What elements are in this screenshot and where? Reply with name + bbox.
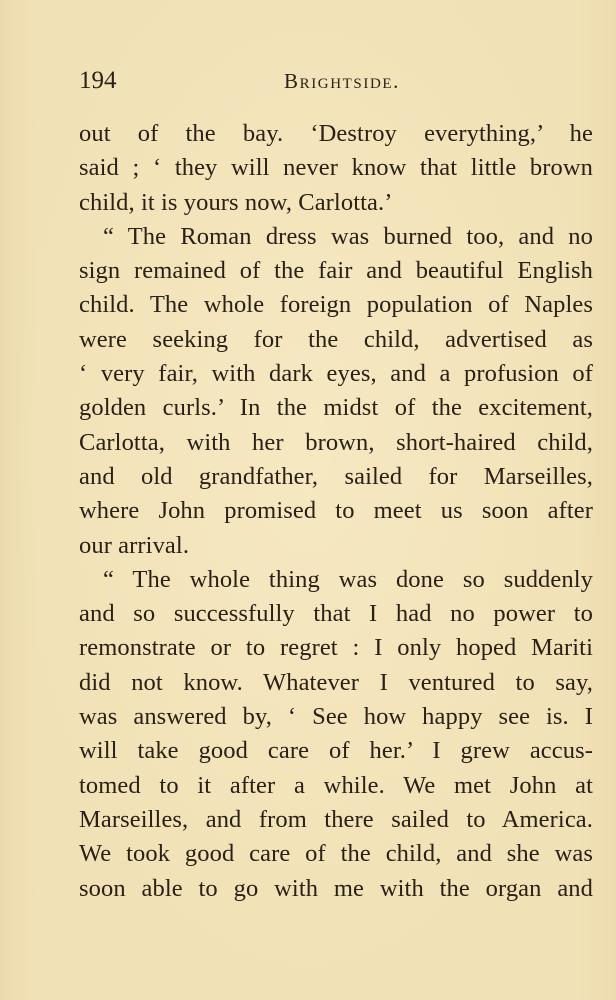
text-line: will take good care of her.’ I grew accus- — [79, 737, 593, 765]
text-line: We took good care of the child, and she was — [79, 840, 593, 868]
text-line: and so successfully that I had no power to — [79, 600, 593, 628]
text-line: soon able to go with me with the organ and — [79, 874, 593, 902]
text-line: were seeking for the child, advertised as — [79, 325, 593, 353]
body-text — [79, 117, 593, 906]
text-line: ‘ very fair, with dark eyes, and a profusion of — [79, 360, 593, 388]
text-line: golden curls.’ In the midst of the excitement, — [79, 394, 593, 422]
text-line: did not know. Whatever I ventured to say, — [79, 668, 593, 696]
text-line: Marseilles, and from there sailed to America. — [79, 805, 593, 833]
text-line: child, it is yours now, Carlotta.’ — [79, 188, 393, 216]
text-line: child. The whole foreign population of Naples — [79, 291, 593, 319]
text-line: out of the bay. ‘Destroy everything,’ he — [79, 120, 593, 147]
text-line: and old grandfather, sailed for Marseilles, — [79, 462, 593, 490]
running-title: Brightside. — [283, 69, 401, 93]
text-line: sign remained of the fair and beautiful English — [79, 257, 593, 285]
text-line: where John promised to meet us soon after — [79, 497, 593, 525]
text-line: remonstrate or to regret : I only hoped Mariti — [79, 634, 593, 662]
text-line: “ The Roman dress was burned too, and no — [103, 222, 593, 250]
text-line: our arrival. — [79, 531, 190, 559]
text-line: tomed to it after a while. We met John at — [79, 771, 593, 799]
text-line: “ The whole thing was done so suddenly — [103, 565, 593, 593]
text-line: was answered by, ‘ See how happy see is. I — [79, 703, 593, 731]
text-line: Carlotta, with her brown, short-haired child, — [79, 428, 593, 456]
page-header — [79, 64, 591, 98]
text-line: said ; ‘ they will never know that little brown — [79, 154, 593, 182]
page-number: 194 — [79, 67, 117, 94]
